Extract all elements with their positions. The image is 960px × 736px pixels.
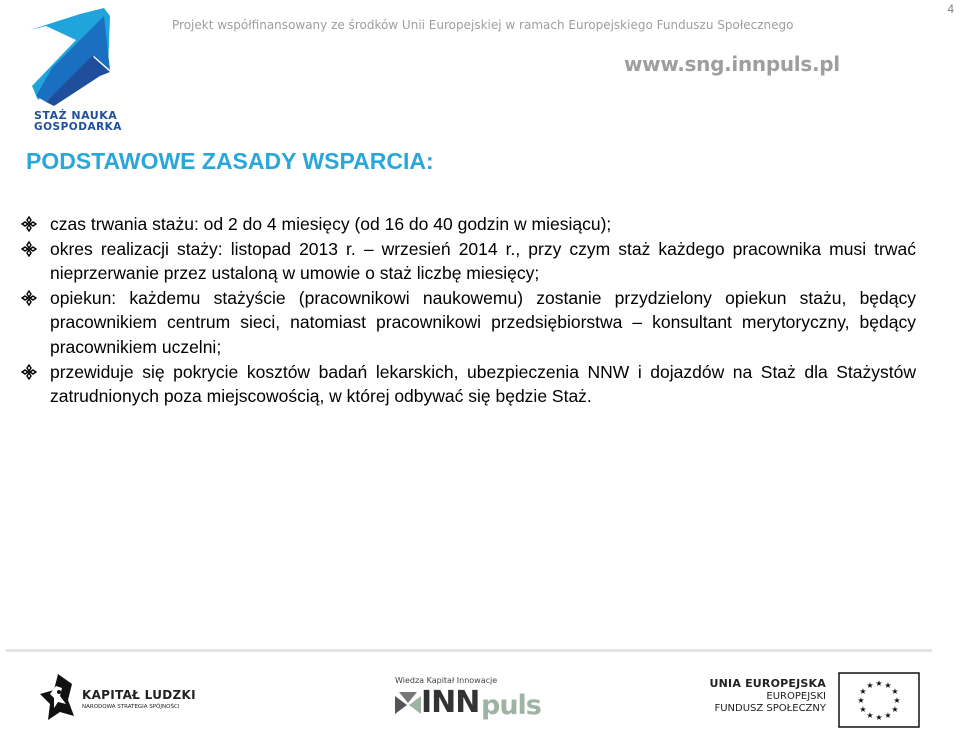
sng-logo-line1: STAŻ NAUKA	[34, 109, 118, 122]
eu-line2: EUROPEJSKI	[766, 690, 826, 702]
list-item	[18, 360, 916, 409]
svg-text:★: ★	[859, 705, 867, 714]
svg-text:★: ★	[891, 687, 899, 696]
svg-text:★: ★	[875, 713, 883, 722]
sng-logo-arrow-icon	[26, 4, 126, 108]
eu-line1: UNIA EUROPEJSKA	[709, 677, 826, 690]
list-item-text: okres realizacji staży: listopad 2013 r. – wrzesień 2014 r., przy czym staż każdego pracownika musi trwać nieprzerwanie przez ustaloną w umowie o staż liczbę miesięcy;	[50, 238, 916, 284]
svg-text:★: ★	[857, 696, 865, 705]
kapital-ludzki-logo	[38, 672, 198, 722]
svg-text:★: ★	[866, 681, 874, 690]
list-item	[18, 286, 916, 360]
support-rules-list	[18, 212, 916, 409]
svg-text:★: ★	[875, 679, 883, 688]
footer-divider	[6, 649, 932, 652]
four-diamond-bullet-icon	[18, 212, 50, 237]
svg-text:★: ★	[884, 711, 892, 720]
innpuls-emblem-icon	[393, 690, 423, 720]
innpuls-puls-text: puls	[481, 690, 541, 721]
four-diamond-bullet-icon	[18, 360, 50, 385]
innpuls-inn-text: INN	[421, 685, 480, 720]
innpuls-tagline: Wiedza Kapitał Innowacje	[395, 676, 498, 685]
list-item-text: opiekun: każdemu stażyście (pracownikowi naukowemu) zostanie przydzielony opiekun stażu, będący pracownikiem centrum sieci, natomiast pracownikowi przedsiębiorstwa – konsultant merytoryczny, będący pracownikiem uczelni;	[50, 287, 916, 357]
kapital-ludzki-title: KAPITAŁ LUDZKI	[82, 688, 196, 702]
svg-text:★: ★	[859, 687, 867, 696]
eu-flag-icon	[838, 672, 920, 728]
kapital-ludzki-subtitle: NARODOWA STRATEGIA SPÓJNOŚCI	[82, 704, 180, 710]
svg-text:★: ★	[884, 681, 892, 690]
list-item-text: czas trwania stażu: od 2 do 4 miesięcy (od 16 do 40 godzin w miesiącu);	[50, 214, 612, 234]
innpuls-logo	[393, 672, 563, 732]
list-item-text: przewiduje się pokrycie kosztów badań lekarskich, ubezpieczenia NNW i dojazdów na Staż dla Stażystów zatrudnionych poza miejscowością, w której odbywać się będzie Staż.	[50, 361, 916, 407]
sng-logo-line2: GOSPODARKA	[34, 121, 122, 133]
svg-text:★: ★	[891, 705, 899, 714]
project-funding-text: Projekt współfinansowany ze środków Unii Europejskiej w ramach Europejskiego Funduszu Społecznego	[172, 18, 794, 32]
list-item	[18, 237, 916, 286]
four-diamond-bullet-icon	[18, 237, 50, 262]
eu-fund-text	[710, 677, 826, 716]
slide-title: PODSTAWOWE ZASADY WSPARCIA:	[26, 148, 434, 174]
four-diamond-bullet-icon	[18, 286, 50, 311]
kapital-ludzki-emblem-icon	[38, 672, 78, 722]
list-item	[18, 212, 916, 237]
page-number: 4	[947, 2, 954, 16]
eu-line3: FUNDUSZ SPOŁECZNY	[714, 703, 826, 715]
sng-logo	[26, 4, 126, 132]
svg-text:★: ★	[893, 696, 901, 705]
svg-text:★: ★	[866, 711, 874, 720]
header-url-link[interactable]: www.sng.innpuls.pl	[624, 52, 840, 76]
